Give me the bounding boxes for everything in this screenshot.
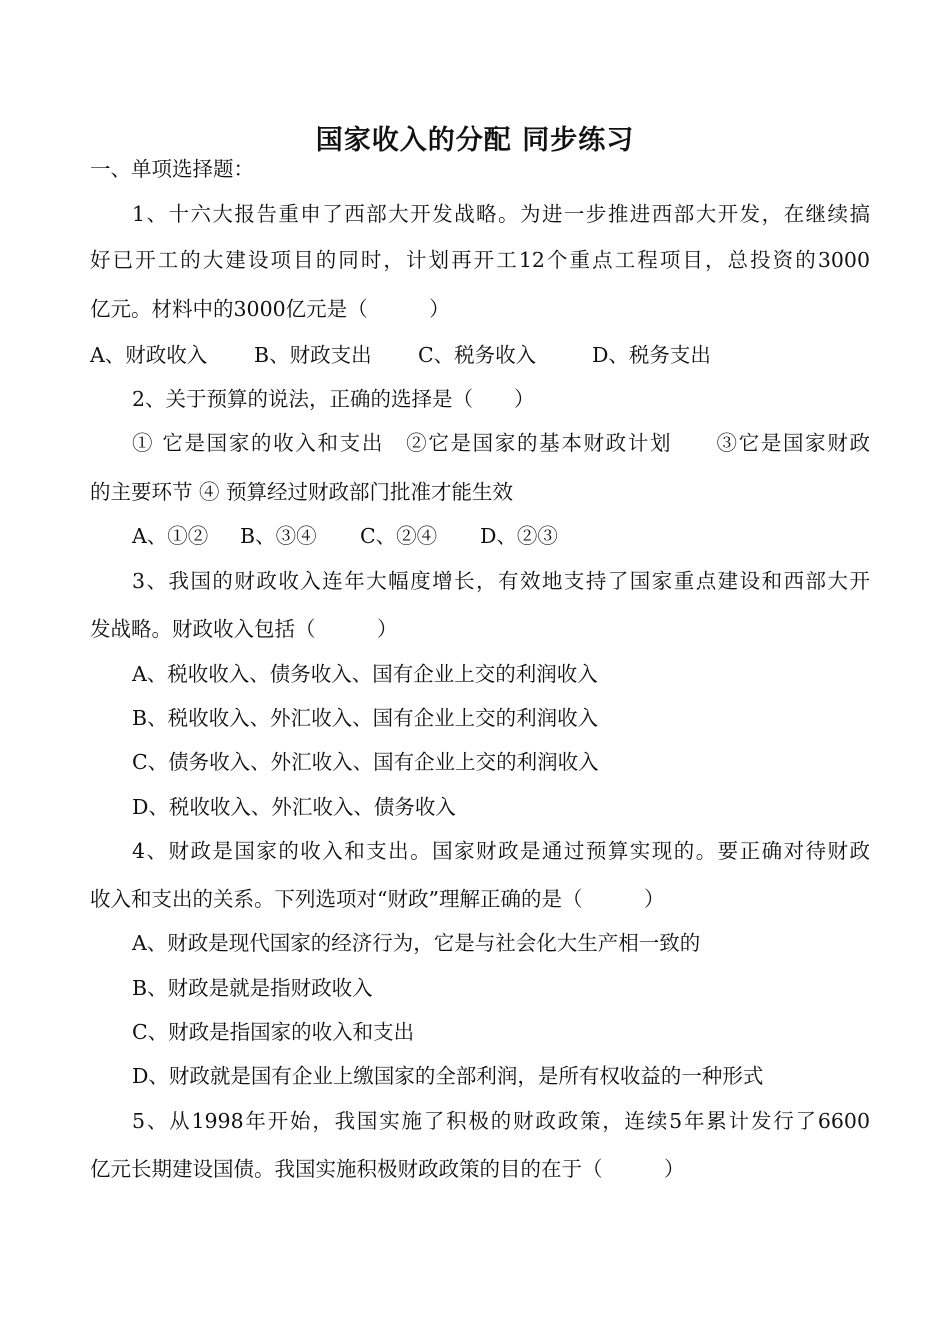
q2-option-c: C、②④ — [360, 524, 438, 548]
question-2-options — [132, 521, 870, 551]
q1-option-c: C、税务收入 — [418, 343, 537, 367]
question-1-line-2: 好已开工的大建设项目的同时，计划再开工12个重点工程项目，总投资的3000 — [90, 248, 870, 272]
question-1-line-1: 1、十六大报告重申了西部大开发战略。为进一步推进西部大开发，在继续搞 — [132, 202, 870, 226]
question-4-line-2: 收入和支出的关系。下列选项对“财政”理解正确的是（ ） — [90, 887, 665, 911]
question-3-option-c: C、债务收入、外汇收入、国有企业上交的利润收入 — [132, 750, 599, 774]
q1-option-a: A、财政收入 — [90, 343, 208, 367]
question-4-option-c: C、财政是指国家的收入和支出 — [132, 1020, 415, 1044]
page-title: 国家收入的分配 同步练习 — [315, 125, 635, 156]
q1-option-d: D、税务支出 — [592, 343, 711, 367]
question-4-option-d: D、财政就是国有企业上缴国家的全部利润，是所有权收益的一种形式 — [132, 1064, 764, 1088]
question-2-line-3: 的主要环节 ④ 预算经过财政部门批准才能生效 — [90, 480, 514, 504]
question-3-line-2: 发战略。财政收入包括（ ） — [90, 617, 398, 641]
question-5-line-2: 亿元长期建设国债。我国实施积极财政政策的目的在于（ ） — [90, 1157, 685, 1181]
q2-option-b: B、③④ — [240, 524, 317, 548]
question-2-line-1: 2、关于预算的说法，正确的选择是（ ） — [132, 387, 535, 411]
q2-option-a: A、①② — [132, 524, 209, 548]
question-5-line-1: 5、从1998年开始，我国实施了积极的财政政策，连续5年累计发行了6600 — [132, 1109, 870, 1133]
question-2-line-2: ① 它是国家的收入和支出 ②它是国家的基本财政计划 ③它是国家财政 — [132, 431, 870, 455]
q1-option-b: B、财政支出 — [254, 343, 372, 367]
question-3-option-b: B、税收收入、外汇收入、国有企业上交的利润收入 — [132, 706, 599, 730]
section-heading: 一、单项选择题： — [90, 157, 254, 181]
question-3-option-a: A、税收收入、债务收入、国有企业上交的利润收入 — [132, 662, 598, 686]
question-4-line-1: 4、财政是国家的收入和支出。国家财政是通过预算实现的。要正确对待财政 — [132, 839, 870, 863]
question-4-option-b: B、财政是就是指财政收入 — [132, 976, 373, 1000]
question-1-options — [90, 340, 870, 370]
question-4-option-a: A、财政是现代国家的经济行为，它是与社会化大生产相一致的 — [132, 931, 701, 955]
question-3-line-1: 3、我国的财政收入连年大幅度增长，有效地支持了国家重点建设和西部大开 — [132, 569, 870, 593]
question-3-option-d: D、税收收入、外汇收入、债务收入 — [132, 795, 456, 819]
question-1-line-3: 亿元。材料中的3000亿元是（ ） — [90, 297, 450, 321]
q2-option-d: D、②③ — [480, 524, 558, 548]
